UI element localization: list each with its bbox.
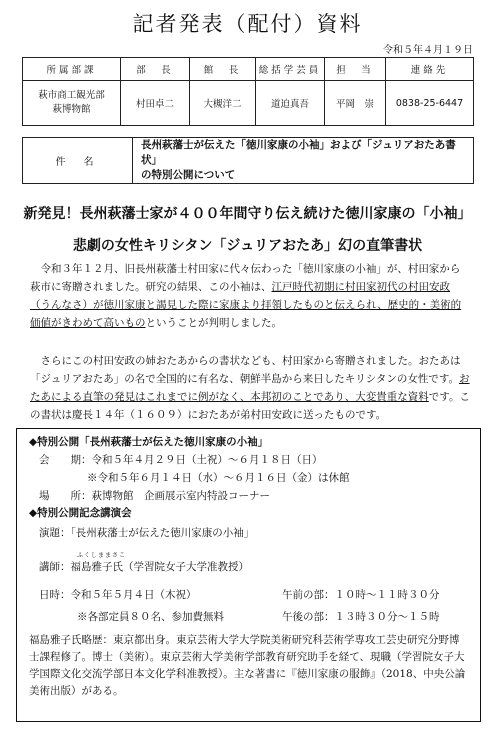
- lecture-morning: 午前の部：１０時～１１時３０分: [282, 589, 440, 601]
- paragraph-kosode: [30, 260, 470, 332]
- headline-primary: 新発見！長州萩藩士家が４００年間守り伝え続けた徳川家康の「小袖」: [23, 206, 472, 222]
- cell-person-in-charge: 平岡 崇: [325, 81, 386, 126]
- header-contact: 連絡先: [386, 58, 474, 81]
- header-director: 部 長: [121, 58, 190, 81]
- document-title: 記者発表（配付）資料: [132, 12, 363, 36]
- header-museum-director: 館 長: [190, 58, 256, 81]
- release-date: 令和５年４月１９日: [383, 45, 473, 56]
- subject-line-2: の特別公開について: [141, 169, 236, 181]
- contact-table: [22, 57, 474, 126]
- lecture-heading: ◆特別公開記念講演会: [29, 507, 132, 519]
- para2-underlined: おたあによる直筆の発見はこれまでに例がなく、本邦初のことであり、大変貴重な資料: [30, 373, 470, 403]
- subject-text: [133, 138, 474, 184]
- para2-text-b: です。この書状は慶長１４年（１６０９）におたあが弟村田安政に送ったものです。: [30, 391, 470, 421]
- cell-chief-curator: 道迫真吾: [256, 81, 325, 126]
- lecture-topic: 演題：「長州萩藩士が伝えた徳川家康の小袖」: [39, 527, 255, 539]
- para1-text-b: ということが判明しました。: [145, 317, 282, 329]
- para2-text-a: さらにこの村田安政の姉おたあからの書状なども、村田家から寄贈されました。おたあは「ジュリアおたあ」の名で全国的に有名な、朝鮮半島から来日したキリシタンの女性です。: [30, 355, 461, 385]
- cell-museum-director: 大槻洋二: [190, 81, 256, 126]
- speaker-ruby: ふくしままさこ: [77, 552, 127, 559]
- para1-underlined: 江戸時代初期に村田家初代の村田安政（うんなさ）が徳川家康と謁見した際に家康より拝領したものと伝えられ、歴史的・美術的価値がきわめて高いもの: [30, 281, 462, 329]
- header-person-in-charge: 担 当: [325, 58, 386, 81]
- contact-table-header-row: [23, 58, 474, 81]
- cell-director: 村田卓二: [121, 81, 190, 126]
- exhibit-venue: 場 所：萩博物館 企画展示室内特設コーナー: [39, 490, 270, 502]
- cell-phone: 0838-25-6447: [386, 81, 474, 126]
- lecture-date: 日時：令和５年５月４日（木祝）: [39, 589, 197, 601]
- dept-line-2: 萩博物館: [52, 104, 91, 115]
- dept-line-1: 萩市商工観光部: [38, 90, 105, 101]
- exhibit-closed-note: ※令和５年６月１４日（水）～６月１６日（金）は休館: [87, 472, 350, 484]
- header-department: 所属部課: [23, 58, 121, 81]
- lecture-afternoon: 午後の部：１３時３０分～１５時: [282, 611, 440, 623]
- paragraph-letter: [30, 352, 470, 424]
- headline-secondary: 悲劇の女性キリシタン「ジュリアおたあ」幻の直筆書状: [72, 238, 423, 254]
- exhibit-heading: ◆特別公開「長州萩藩士が伝えた徳川家康の小袖」: [29, 436, 269, 448]
- para1-text-a: 令和３年１２月、旧長州萩藩士村田家に代々伝わった「徳川家康の小袖」が、村田家から萩市に寄贈されました。研究の結果、この小袖は、: [30, 263, 461, 293]
- event-info-box: [16, 428, 481, 722]
- cell-department: [23, 81, 121, 126]
- header-chief-curator: 総括学芸員: [256, 58, 325, 81]
- contact-table-row: [23, 81, 474, 126]
- subject-label: 件名: [23, 138, 133, 184]
- speaker-biography: 福島雅子氏略歴：東京都出身。東京芸術大学大学院美術研究科芸術学専攻工芸史研究分野博士課程修了。博士（美術）。東京芸術大学美術学部教育研究助手を経て、現職（学習院女子大学国際文化交流学部日本文化学科准教授）。主な著書に『徳川家康の服飾』（2018、中央公論美術出版）がある。: [29, 634, 466, 697]
- exhibit-period: 会 期：令和５年４月２９日（土祝）～６月１８日（日）: [39, 454, 323, 466]
- lecture-speaker: 講師：福島雅子氏（学習院女子大学准教授）: [39, 561, 249, 573]
- lecture-capacity: ※各部定員８０名、参加費無料: [77, 611, 224, 623]
- subject-table: [22, 137, 474, 184]
- subject-line-1: 長州萩藩士が伝えた「徳川家康の小袖」および「ジュリアおたあ書状」: [141, 139, 456, 166]
